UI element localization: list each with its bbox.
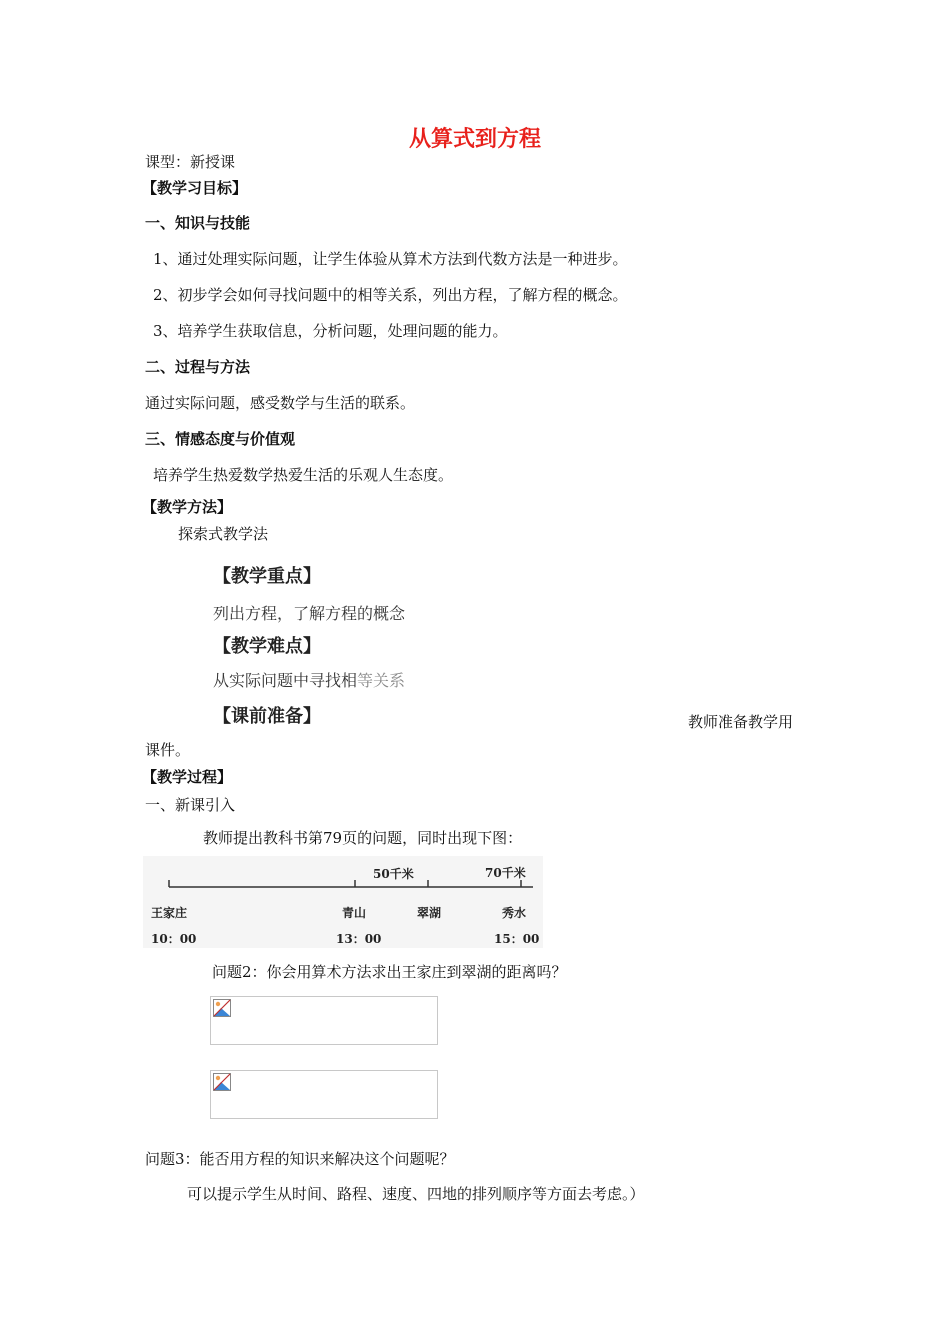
broken-image-icon — [213, 1073, 231, 1091]
preparation-heading: 【课前准备】 — [213, 706, 321, 727]
difficulty-text-faded: 等关系 — [357, 671, 406, 690]
place-qingshan: 青山 — [342, 906, 367, 920]
place-wangjiazhuang: 王家庄 — [151, 906, 188, 920]
time-1300: 13：00 — [336, 932, 382, 946]
process-method-heading: 二、过程与方法 — [145, 358, 251, 376]
time-1500: 15：00 — [494, 932, 540, 946]
knowledge-heading: 一、知识与技能 — [145, 214, 251, 232]
hint-text: 可以提示学生从时间、路程、速度、四地的排列顺序等方面去考虑。） — [187, 1185, 645, 1203]
method-text: 探索式教学法 — [178, 525, 269, 543]
document-title: 从算式到方程 — [408, 127, 541, 152]
route-diagram — [143, 856, 543, 948]
knowledge-item-3: 3、培养学生获取信息，分析问题，处理问题的能力。 — [153, 322, 508, 340]
question-3: 问题3：能否用方程的知识来解决这个问题呢？ — [145, 1150, 455, 1168]
process-method-text: 通过实际问题，感受数学与生活的联系。 — [145, 394, 416, 412]
method-heading-prefix: 【教学 — [142, 498, 188, 516]
section-new-lesson: 一、新课引入 — [145, 796, 236, 814]
question-2: 问题2：你会用算术方法求出王家庄到翠湖的距离吗？ — [212, 963, 567, 981]
preparation-text: 教师准备教学用 — [688, 713, 794, 731]
method-heading — [142, 497, 232, 517]
image-placeholder-1 — [210, 996, 438, 1045]
preparation-text-wrap: 课件。 — [145, 741, 191, 759]
key-point-heading: 【教学重点】 — [213, 566, 321, 587]
teaching-process-heading: 【教学过程】 — [142, 768, 233, 786]
objectives-heading: 【教学习目标】 — [142, 179, 248, 197]
broken-image-icon — [213, 999, 231, 1017]
difficulty-text-main: 从实际问题中寻找相 — [213, 671, 358, 690]
knowledge-item-2: 2、初步学会如何寻找问题中的相等关系，列出方程，了解方程的概念。 — [153, 286, 628, 304]
difficulty-text — [213, 668, 405, 691]
emotion-heading: 三、情感态度与价值观 — [145, 430, 296, 448]
place-xiushui: 秀水 — [502, 906, 527, 920]
distance-label-1: 50千米 — [373, 867, 414, 881]
intro-text: 教师提出教科书第79页的问题，同时出现下图： — [203, 829, 523, 847]
place-cuihu: 翠湖 — [417, 906, 442, 920]
method-heading-bold: 方法】 — [187, 498, 233, 516]
difficulty-heading: 【教学难点】 — [213, 636, 321, 657]
lesson-type: 课型：新授课 — [145, 153, 236, 171]
emotion-text: 培养学生热爱数学热爱生活的乐观人生态度。 — [153, 466, 454, 484]
distance-label-2: 70千米 — [485, 866, 526, 880]
key-point-text: 列出方程，了解方程的概念 — [213, 604, 406, 623]
knowledge-item-1: 1、通过处理实际问题，让学生体验从算术方法到代数方法是一种进步。 — [153, 250, 628, 268]
time-1000: 10：00 — [151, 932, 197, 946]
image-placeholder-2 — [210, 1070, 438, 1119]
